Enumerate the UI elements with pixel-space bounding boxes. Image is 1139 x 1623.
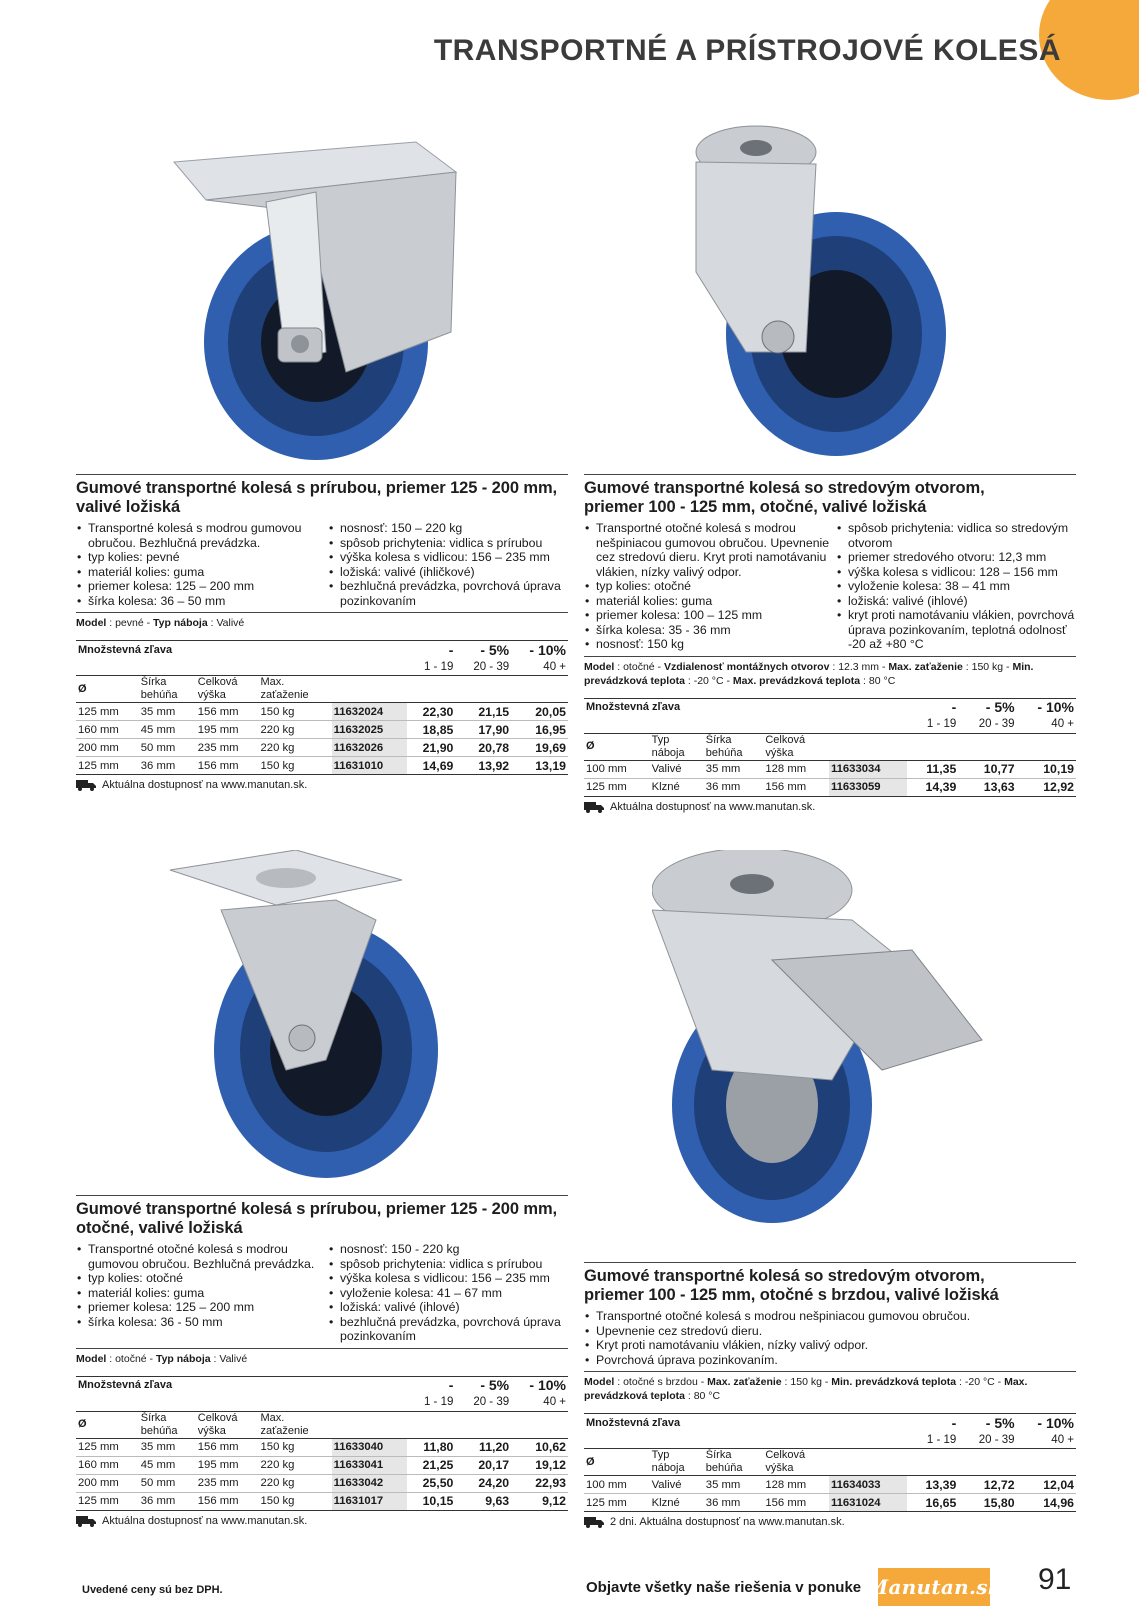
table-row: 125 mm 35 mm 156 mm 150 kg 11633040 11,80 11,20 10,62	[78, 1440, 566, 1454]
table-row: 125 mm 36 mm 156 mm 150 kg 11631010 14,69 13,92 13,19	[78, 758, 566, 773]
table-row: 160 mm 45 mm 195 mm 220 kg 11632025 18,85 17,90 16,95	[78, 722, 566, 737]
price-table: Množstevná zľava - - 5% - 10% 1 - 19 20 - 39 40 + Ø Typ náboja Šírka behúňa Celková výška 100 mm Valivé 35 mm 128 mm 11634033 13,39 12,72 12,04 125 mm Klzné 36 mm 156 mm 11631024 16,65 15,80 14,96	[586, 1414, 1074, 1510]
table-row: 200 mm 50 mm 235 mm 220 kg 11632026 21,90 20,78 19,69	[78, 740, 566, 755]
product-title: Gumové transportné kolesá so stredovým otvorom, priemer 100 - 125 mm, otočné s brzdou, valivé ložiská	[584, 1262, 1076, 1305]
table-row: 160 mm 45 mm 195 mm 220 kg 11633041 21,25 20,17 19,12	[78, 1458, 566, 1472]
price-table: Množstevná zľava - - 5% - 10% 1 - 19 20 - 39 40 + Ø Šírka behúňa Celková výška Max. zaťaženie 125 mm 35 mm 156 mm 150 kg 11633040 11,80 11,20 10,62 160 mm 45 mm 195 mm 220 kg 11633041 21,25 20,17 19,12 200 mm 50 mm 235 mm 220 kg 11633042 25,50 24,20 22,93 125 mm 36 mm 156 mm 150 kg 11631017 10,15 9,63 9,12	[78, 1377, 566, 1508]
availability-note: Aktuálna dostupnosť na www.manutan.sk.	[76, 1515, 568, 1527]
price-table: Množstevná zľava - - 5% - 10% 1 - 19 20 - 39 40 + Ø Šírka behúňa Celková výška Max. zaťaženie 125 mm 35 mm 156 mm 150 kg 11632024 22,30 21,15 20,05 160 mm 45 mm 195 mm 220 kg 11632025 18,85 17,90 16,95 200 mm 50 mm 235 mm 220 kg 11632026 21,90 20,78 19,69 125 mm 36 mm 156 mm 150 kg 11631010 14,69 13,92 13,19	[78, 641, 566, 773]
feature-list: • Transportné otočné kolesá s modrou nešpiniacou gumovou obručou. Upevnenie cez stredovú dieru. Kryt proti namotávaniu vlákien, nízky valivý odpor. • typ kolies: otočné • materiál kolies: guma • priemer kolesa: 100 – 125 mm • šírka kolesa: 35 - 36 mm • nosnosť: 150 kg • spôsob prichytenia: vidlica so stredovým otvorom • priemer stredového otvoru: 12,3 mm • výška kolesa s vidlicou: 128 – 156 mm • vyloženie kolesa: 38 – 41 mm • ložiská: valivé (ihlové) • kryt proti namotávaniu vlákien, povrchová úprava pozinkovaním, teplotná odolnosť -20 až +80 °C	[584, 521, 1076, 652]
manutan-logo[interactable]: Manutan.sk	[878, 1568, 990, 1606]
product-title: Gumové transportné kolesá s prírubou, priemer 125 - 200 mm, otočné, valivé ložiská	[76, 1195, 568, 1238]
model-info: Model : otočné - Typ náboja : Valivé	[76, 1348, 568, 1366]
table-row: 125 mm Klzné 36 mm 156 mm 11633059 14,39 13,63 12,92	[586, 780, 1074, 794]
product-bolt-hole-brake	[584, 1262, 1076, 1528]
model-info: Model : pevné - Typ náboja : Valivé	[76, 612, 568, 630]
feature-list: • Transportné otočné kolesá s modrou nešpiniacou gumovou obručou. • Upevnenie cez stredovú dieru. • Kryt proti namotávaniu vlákien, nízky valivý odpor. • Povrchová úprava pozinkovaním.	[584, 1309, 1076, 1367]
swivel-castor-image	[166, 850, 446, 1190]
truck-icon	[76, 1515, 96, 1527]
product-fixed-flange	[76, 474, 568, 791]
bolt-hole-castor-image	[686, 122, 962, 458]
product-title: Gumové transportné kolesá s prírubou, priemer 125 - 200 mm, valivé ložiská	[76, 474, 568, 517]
product-title: Gumové transportné kolesá so stredovým otvorom, priemer 100 - 125 mm, otočné, valivé ložiská	[584, 474, 1076, 517]
truck-icon	[76, 779, 96, 791]
page-title: TRANSPORTNÉ A PRÍSTROJOVÉ KOLESÁ	[433, 34, 1061, 67]
product-swivel-flange	[76, 1195, 568, 1527]
model-info: Model : otočné s brzdou - Max. zaťaženie : 150 kg - Min. prevádzková teplota : -20 °C - Max. prevádzková teplota : 80 °C	[584, 1371, 1076, 1403]
fixed-castor-image	[166, 132, 458, 462]
feature-list: • Transportné kolesá s modrou gumovou obručou. Bezhlučná prevádzka. • typ kolies: pevné • materiál kolies: guma • priemer kolesa: 125 – 200 mm • šírka kolesa: 36 – 50 mm • nosnosť: 150 – 220 kg • spôsob prichytenia: vidlica s prírubou • výška kolesa s vidlicou: 156 – 235 mm • ložiská: valivé (ihličkové) • bezhlučná prevádzka, povrchová úprava pozinkovaním	[76, 521, 568, 608]
catalog-cta: Objavte všetky naše riešenia v ponuke	[586, 1579, 862, 1596]
table-row: 125 mm 36 mm 156 mm 150 kg 11631017 10,15 9,63 9,12	[78, 1494, 566, 1508]
truck-icon	[584, 801, 604, 813]
availability-note: Aktuálna dostupnosť na www.manutan.sk.	[76, 779, 568, 791]
feature-list: • Transportné otočné kolesá s modrou gumovou obručou. Bezhlučná prevádzka. • typ kolies: otočné • materiál kolies: guma • priemer kolesa: 125 – 200 mm • šírka kolesa: 36 - 50 mm • nosnosť: 150 - 220 kg • spôsob prichytenia: vidlica s prírubou • výška kolesa s vidlicou: 156 – 235 mm • vyloženie kolesa: 41 – 67 mm • ložiská: valivé (ihlové) • bezhlučná prevádzka, povrchová úprava pozinkovaním	[76, 1242, 568, 1344]
braked-castor-image	[652, 850, 1022, 1225]
table-row: 100 mm Valivé 35 mm 128 mm 11633034 11,35 10,77 10,19	[586, 762, 1074, 776]
table-row: 200 mm 50 mm 235 mm 220 kg 11633042 25,50 24,20 22,93	[78, 1476, 566, 1490]
page-number: 91	[1038, 1563, 1072, 1596]
availability-note: Aktuálna dostupnosť na www.manutan.sk.	[584, 801, 1076, 813]
price-table: Množstevná zľava - - 5% - 10% 1 - 19 20 - 39 40 + Ø Typ náboja Šírka behúňa Celková výška 100 mm Valivé 35 mm 128 mm 11633034 11,35 10,77 10,19 125 mm Klzné 36 mm 156 mm 11633059 14,39 13,63 12,92	[586, 699, 1074, 794]
product-bolt-hole-swivel	[584, 474, 1076, 813]
model-info: Model : otočné - Vzdialenosť montážnych otvorov : 12.3 mm - Max. zaťaženie : 150 kg - Min. prevádzková teplota : -20 °C - Max. prevádzková teplota : 80 °C	[584, 656, 1076, 688]
vat-note: Uvedené ceny sú bez DPH.	[82, 1584, 223, 1596]
table-row: 125 mm 35 mm 156 mm 150 kg 11632024 22,30 21,15 20,05	[78, 704, 566, 719]
availability-note: 2 dni. Aktuálna dostupnosť na www.manutan.sk.	[584, 1516, 1076, 1528]
truck-icon	[584, 1516, 604, 1528]
table-row: 125 mm Klzné 36 mm 156 mm 11631024 16,65 15,80 14,96	[586, 1495, 1074, 1510]
table-row: 100 mm Valivé 35 mm 128 mm 11634033 13,39 12,72 12,04	[586, 1477, 1074, 1492]
